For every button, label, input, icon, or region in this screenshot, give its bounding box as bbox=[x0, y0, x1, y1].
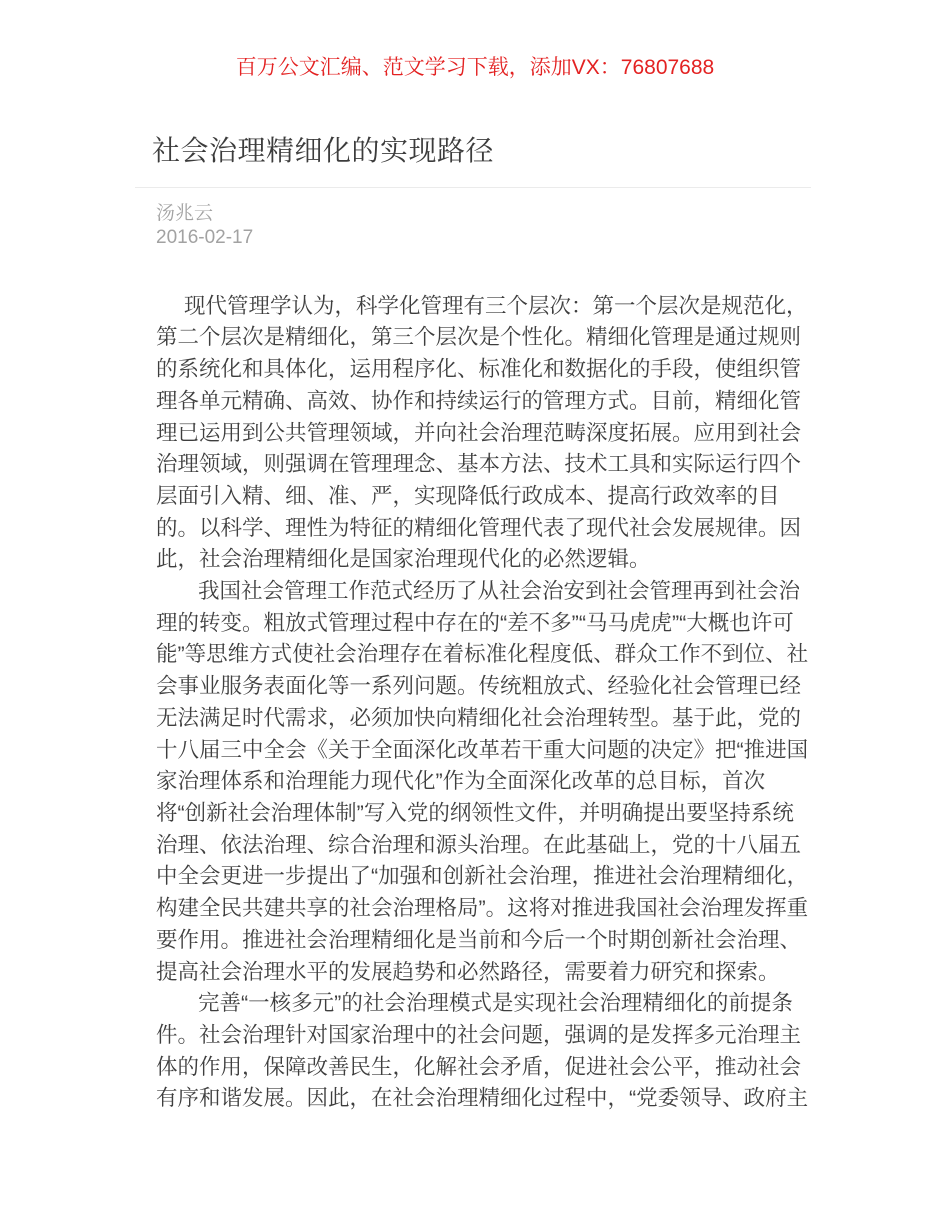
publish-date: 2016-02-17 bbox=[156, 226, 254, 248]
article-body bbox=[135, 291, 811, 1115]
article-meta bbox=[135, 202, 811, 250]
page-title: 社会治理精细化的实现路径 bbox=[152, 135, 495, 166]
title-divider bbox=[135, 187, 811, 188]
promo-banner: 百万公文汇编、范文学习下载，添加VX：76807688 bbox=[235, 56, 715, 79]
paragraph: 我国社会管理工作范式经历了从社会治安到社会管理再到社会治理的转变。粗放式管理过程中存在的“差不多”“马马虎虎”“大概也许可能”等思维方式使社会治理存在着标准化程度低、群众工作不到位、社会事业服务表面化等一系列问题。传统粗放式、经验化社会管理已经无法满足时代需求，必须加快向精细化社会治理转型。基于此，党的十八届三中全会《关于全面深化改革若干重大问题的决定》把“推进国家治理体系和治理能力现代化”作为全面深化改革的总目标，首次将“创新社会治理体制”写入党的纲领性文件，并明确提出要坚持系统治理、依法治理、综合治理和源头治理。在此基础上，党的十八届五中全会更进一步提出了“加强和创新社会治理，推进社会治理精细化，构建全民共建共享的社会治理格局”。这将对推进我国社会治理发挥重要作用。推进社会治理精细化是当前和今后一个时期创新社会治理、提高社会治理水平的发展趋势和必然路径，需要着力研究和探索。 bbox=[156, 579, 809, 984]
paragraph: 完善“一核多元”的社会治理模式是实现社会治理精细化的前提条件。社会治理针对国家治理中的社会问题，强调的是发挥多元治理主体的作用，保障改善民生，化解社会矛盾，促进社会公平，推动社会有序和谐发展。因此，在社会治理精细化过程中，“党委领导、政府主 bbox=[156, 991, 809, 1111]
paragraph: 现代管理学认为，科学化管理有三个层次：第一个层次是规范化，第二个层次是精细化，第三个层次是个性化。精细化管理是通过规则的系统化和具体化，运用程序化、标准化和数据化的手段，使组织管理各单元精确、高效、协作和持续运行的管理方式。目前，精细化管理已运用到公共管理领域，并向社会治理范畴深度拓展。应用到社会治理领域，则强调在管理理念、基本方法、技术工具和实际运行四个层面引入精、细、准、严，实现降低行政成本、提高行政效率的目的。以科学、理性为特征的精细化管理代表了现代社会发展规律。因此，社会治理精细化是国家治理现代化的必然逻辑。 bbox=[156, 293, 808, 572]
article bbox=[135, 134, 811, 1115]
author-name: 汤兆云 bbox=[156, 202, 214, 224]
